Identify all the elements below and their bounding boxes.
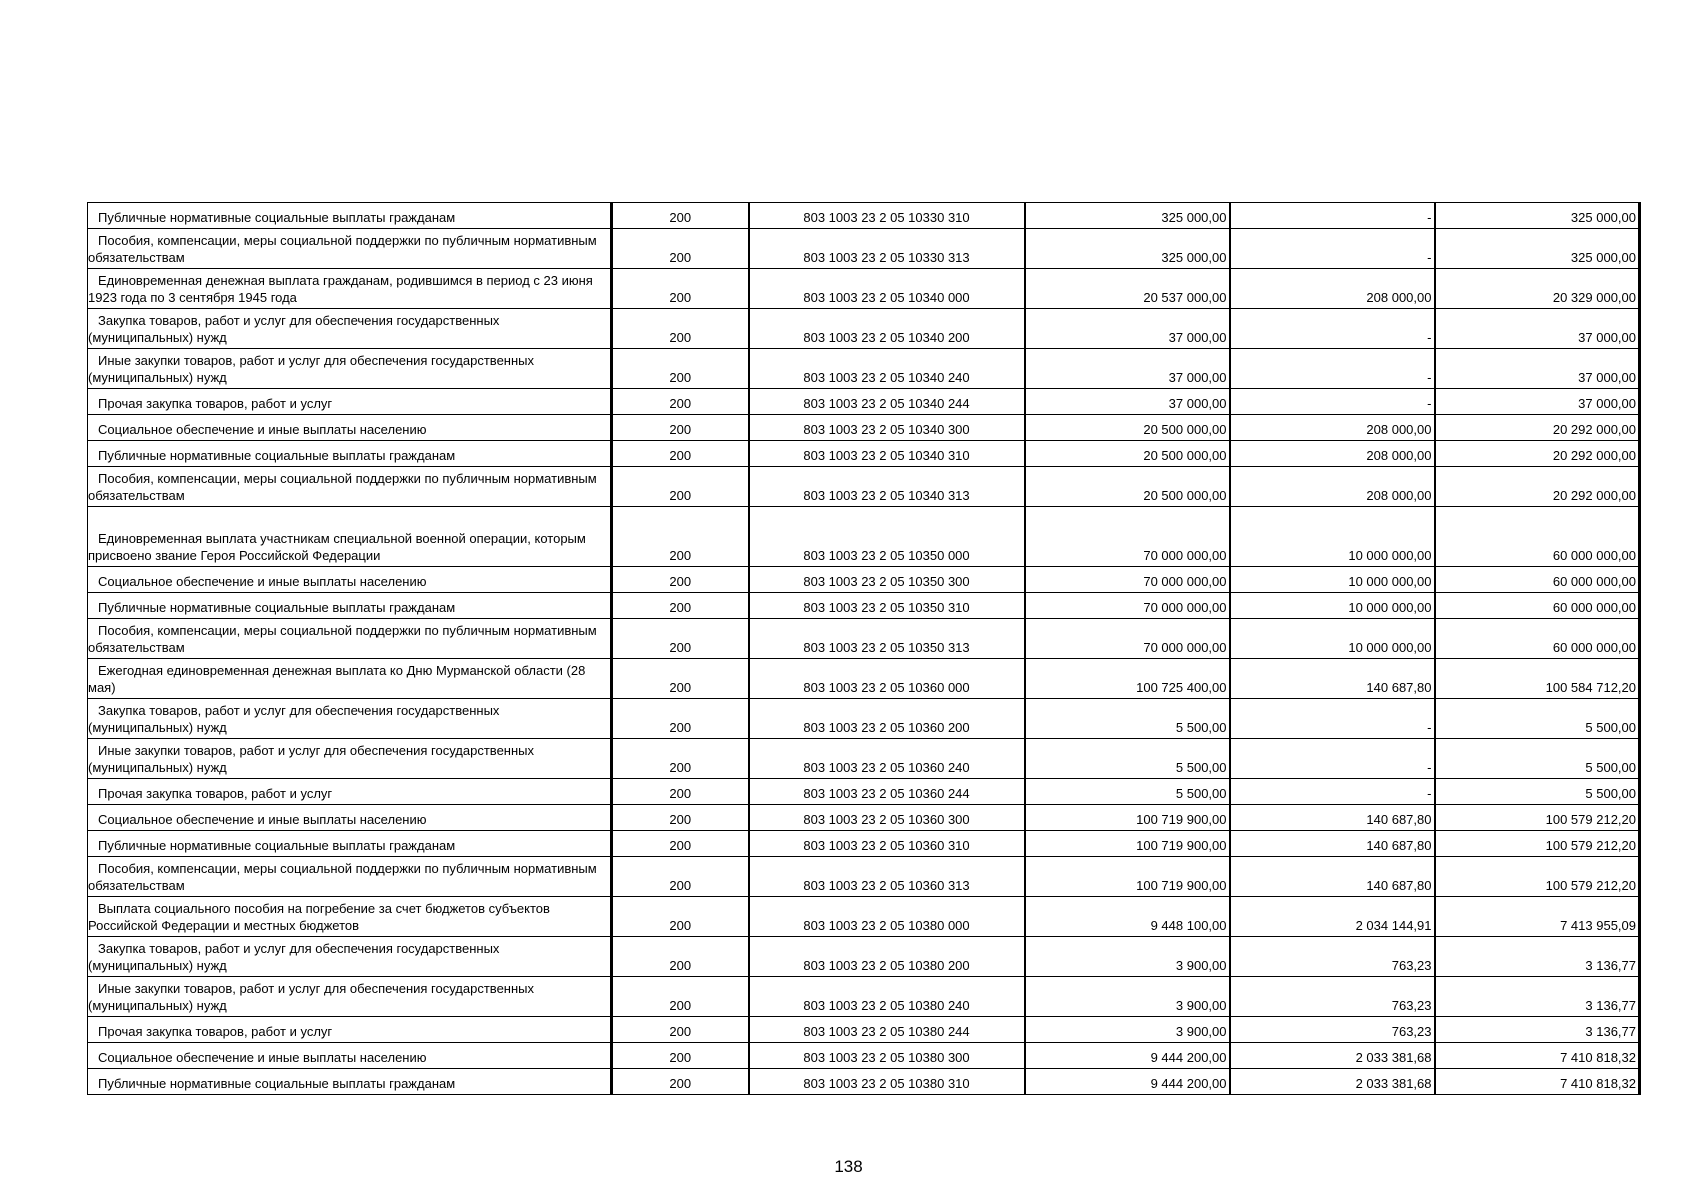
row-approved: 70 000 000,00: [1025, 507, 1230, 567]
row-executed: -: [1230, 229, 1435, 269]
row-name: Выплата социального пособия на погребение за счет бюджетов субъектов Российской Федерации и местных бюджетов: [88, 897, 612, 937]
row-code: 200: [612, 1069, 749, 1095]
row-executed: 10 000 000,00: [1230, 507, 1435, 567]
row-kbk: 803 1003 23 2 05 10340 313: [749, 467, 1025, 507]
row-executed: 208 000,00: [1230, 415, 1435, 441]
row-executed: -: [1230, 739, 1435, 779]
row-kbk: 803 1003 23 2 05 10340 310: [749, 441, 1025, 467]
row-approved: 3 900,00: [1025, 977, 1230, 1017]
row-code: 200: [612, 937, 749, 977]
table-row: [88, 1017, 1640, 1043]
table-row: [88, 831, 1640, 857]
row-remaining: 100 579 212,20: [1435, 831, 1640, 857]
row-code: 200: [612, 229, 749, 269]
table-row: [88, 1043, 1640, 1069]
row-kbk: 803 1003 23 2 05 10350 313: [749, 619, 1025, 659]
row-executed: 10 000 000,00: [1230, 619, 1435, 659]
row-kbk: 803 1003 23 2 05 10340 200: [749, 309, 1025, 349]
row-kbk: 803 1003 23 2 05 10340 000: [749, 269, 1025, 309]
row-remaining: 100 584 712,20: [1435, 659, 1640, 699]
row-executed: 208 000,00: [1230, 467, 1435, 507]
row-executed: -: [1230, 349, 1435, 389]
row-remaining: 60 000 000,00: [1435, 593, 1640, 619]
row-code: 200: [612, 593, 749, 619]
table-row: [88, 699, 1640, 739]
row-remaining: 5 500,00: [1435, 779, 1640, 805]
row-name: Социальное обеспечение и иные выплаты населению: [88, 805, 612, 831]
table-row: [88, 229, 1640, 269]
row-executed: -: [1230, 779, 1435, 805]
row-approved: 5 500,00: [1025, 739, 1230, 779]
table-row: [88, 897, 1640, 937]
row-remaining: 20 292 000,00: [1435, 415, 1640, 441]
row-name: Пособия, компенсации, меры социальной поддержки по публичным нормативным обязательствам: [88, 467, 612, 507]
row-executed: 208 000,00: [1230, 269, 1435, 309]
table-row: [88, 937, 1640, 977]
row-approved: 20 537 000,00: [1025, 269, 1230, 309]
row-approved: 70 000 000,00: [1025, 619, 1230, 659]
row-code: 200: [612, 739, 749, 779]
row-executed: 2 033 381,68: [1230, 1043, 1435, 1069]
row-name: Закупка товаров, работ и услуг для обеспечения государственных (муниципальных) нужд: [88, 937, 612, 977]
row-remaining: 37 000,00: [1435, 349, 1640, 389]
row-remaining: 20 329 000,00: [1435, 269, 1640, 309]
row-kbk: 803 1003 23 2 05 10380 310: [749, 1069, 1025, 1095]
row-name: Публичные нормативные социальные выплаты гражданам: [88, 203, 612, 229]
row-code: 200: [612, 441, 749, 467]
row-remaining: 325 000,00: [1435, 203, 1640, 229]
row-kbk: 803 1003 23 2 05 10360 000: [749, 659, 1025, 699]
row-remaining: 3 136,77: [1435, 1017, 1640, 1043]
row-executed: 10 000 000,00: [1230, 567, 1435, 593]
row-approved: 70 000 000,00: [1025, 567, 1230, 593]
row-name: Социальное обеспечение и иные выплаты населению: [88, 1043, 612, 1069]
row-remaining: 37 000,00: [1435, 309, 1640, 349]
row-approved: 100 719 900,00: [1025, 857, 1230, 897]
row-name: Закупка товаров, работ и услуг для обеспечения государственных (муниципальных) нужд: [88, 699, 612, 739]
row-executed: 763,23: [1230, 1017, 1435, 1043]
row-executed: 208 000,00: [1230, 441, 1435, 467]
row-approved: 5 500,00: [1025, 779, 1230, 805]
row-code: 200: [612, 415, 749, 441]
row-remaining: 60 000 000,00: [1435, 567, 1640, 593]
row-name: Публичные нормативные социальные выплаты гражданам: [88, 831, 612, 857]
row-kbk: 803 1003 23 2 05 10340 300: [749, 415, 1025, 441]
row-approved: 70 000 000,00: [1025, 593, 1230, 619]
row-name: Пособия, компенсации, меры социальной поддержки по публичным нормативным обязательствам: [88, 619, 612, 659]
row-code: 200: [612, 857, 749, 897]
row-name: Прочая закупка товаров, работ и услуг: [88, 1017, 612, 1043]
row-name: Иные закупки товаров, работ и услуг для обеспечения государственных (муниципальных) нужд: [88, 977, 612, 1017]
table-row: [88, 977, 1640, 1017]
row-approved: 5 500,00: [1025, 699, 1230, 739]
row-executed: -: [1230, 699, 1435, 739]
row-kbk: 803 1003 23 2 05 10340 240: [749, 349, 1025, 389]
row-executed: 140 687,80: [1230, 831, 1435, 857]
row-kbk: 803 1003 23 2 05 10360 244: [749, 779, 1025, 805]
row-executed: 2 034 144,91: [1230, 897, 1435, 937]
table-row: [88, 507, 1640, 567]
row-approved: 3 900,00: [1025, 1017, 1230, 1043]
row-executed: -: [1230, 203, 1435, 229]
row-remaining: 3 136,77: [1435, 977, 1640, 1017]
row-approved: 325 000,00: [1025, 203, 1230, 229]
row-name: Социальное обеспечение и иные выплаты населению: [88, 567, 612, 593]
row-kbk: 803 1003 23 2 05 10380 000: [749, 897, 1025, 937]
row-code: 200: [612, 269, 749, 309]
row-name: Пособия, компенсации, меры социальной поддержки по публичным нормативным обязательствам: [88, 229, 612, 269]
row-code: 200: [612, 619, 749, 659]
row-kbk: 803 1003 23 2 05 10360 313: [749, 857, 1025, 897]
row-code: 200: [612, 897, 749, 937]
row-kbk: 803 1003 23 2 05 10380 240: [749, 977, 1025, 1017]
row-remaining: 3 136,77: [1435, 937, 1640, 977]
row-name: Единовременная денежная выплата гражданам, родившимся в период с 23 июня 1923 года по 3 сентября 1945 года: [88, 269, 612, 309]
table-row: [88, 805, 1640, 831]
row-remaining: 5 500,00: [1435, 739, 1640, 779]
row-name: Прочая закупка товаров, работ и услуг: [88, 779, 612, 805]
row-code: 200: [612, 349, 749, 389]
row-name: Прочая закупка товаров, работ и услуг: [88, 389, 612, 415]
row-kbk: 803 1003 23 2 05 10350 000: [749, 507, 1025, 567]
row-code: 200: [612, 805, 749, 831]
row-name: Публичные нормативные социальные выплаты гражданам: [88, 1069, 612, 1095]
row-name: Публичные нормативные социальные выплаты гражданам: [88, 593, 612, 619]
row-remaining: 60 000 000,00: [1435, 619, 1640, 659]
row-kbk: 803 1003 23 2 05 10340 244: [749, 389, 1025, 415]
row-approved: 100 725 400,00: [1025, 659, 1230, 699]
table-row: [88, 309, 1640, 349]
page-number: 138: [834, 1157, 863, 1176]
table-row: [88, 269, 1640, 309]
row-kbk: 803 1003 23 2 05 10350 310: [749, 593, 1025, 619]
row-executed: 2 033 381,68: [1230, 1069, 1435, 1095]
budget-execution-table: [87, 202, 1641, 1095]
row-name: Иные закупки товаров, работ и услуг для обеспечения государственных (муниципальных) нужд: [88, 739, 612, 779]
table-row: [88, 659, 1640, 699]
table-row: [88, 857, 1640, 897]
row-approved: 37 000,00: [1025, 389, 1230, 415]
row-name: Иные закупки товаров, работ и услуг для обеспечения государственных (муниципальных) нужд: [88, 349, 612, 389]
table-row: [88, 467, 1640, 507]
row-code: 200: [612, 389, 749, 415]
row-approved: 100 719 900,00: [1025, 831, 1230, 857]
table-row: [88, 415, 1640, 441]
row-remaining: 60 000 000,00: [1435, 507, 1640, 567]
row-name: Пособия, компенсации, меры социальной поддержки по публичным нормативным обязательствам: [88, 857, 612, 897]
table-row: [88, 619, 1640, 659]
row-code: 200: [612, 699, 749, 739]
row-code: 200: [612, 1043, 749, 1069]
table-body: [88, 203, 1640, 1095]
row-name: Единовременная выплата участникам специальной военной операции, которым присвоено звание Героя Российской Федерации: [88, 507, 612, 567]
table-row: [88, 349, 1640, 389]
table-row: [88, 567, 1640, 593]
table-row: [88, 1069, 1640, 1095]
row-name: Закупка товаров, работ и услуг для обеспечения государственных (муниципальных) нужд: [88, 309, 612, 349]
table-row: [88, 593, 1640, 619]
row-remaining: 5 500,00: [1435, 699, 1640, 739]
row-kbk: 803 1003 23 2 05 10360 240: [749, 739, 1025, 779]
row-executed: 140 687,80: [1230, 857, 1435, 897]
row-kbk: 803 1003 23 2 05 10350 300: [749, 567, 1025, 593]
row-approved: 20 500 000,00: [1025, 415, 1230, 441]
row-executed: 10 000 000,00: [1230, 593, 1435, 619]
row-kbk: 803 1003 23 2 05 10380 244: [749, 1017, 1025, 1043]
row-code: 200: [612, 467, 749, 507]
table-row: [88, 203, 1640, 229]
row-kbk: 803 1003 23 2 05 10330 310: [749, 203, 1025, 229]
row-remaining: 325 000,00: [1435, 229, 1640, 269]
row-executed: -: [1230, 309, 1435, 349]
row-code: 200: [612, 309, 749, 349]
row-remaining: 20 292 000,00: [1435, 467, 1640, 507]
row-executed: -: [1230, 389, 1435, 415]
row-approved: 9 444 200,00: [1025, 1069, 1230, 1095]
row-kbk: 803 1003 23 2 05 10380 300: [749, 1043, 1025, 1069]
row-code: 200: [612, 1017, 749, 1043]
row-remaining: 100 579 212,20: [1435, 805, 1640, 831]
row-code: 200: [612, 977, 749, 1017]
row-approved: 9 448 100,00: [1025, 897, 1230, 937]
row-remaining: 37 000,00: [1435, 389, 1640, 415]
row-remaining: 100 579 212,20: [1435, 857, 1640, 897]
row-remaining: 7 410 818,32: [1435, 1069, 1640, 1095]
table-row: [88, 441, 1640, 467]
row-kbk: 803 1003 23 2 05 10360 300: [749, 805, 1025, 831]
row-code: 200: [612, 507, 749, 567]
row-code: 200: [612, 203, 749, 229]
row-code: 200: [612, 659, 749, 699]
row-approved: 20 500 000,00: [1025, 467, 1230, 507]
row-remaining: 7 410 818,32: [1435, 1043, 1640, 1069]
row-kbk: 803 1003 23 2 05 10330 313: [749, 229, 1025, 269]
row-approved: 325 000,00: [1025, 229, 1230, 269]
row-remaining: 20 292 000,00: [1435, 441, 1640, 467]
row-approved: 37 000,00: [1025, 349, 1230, 389]
row-approved: 9 444 200,00: [1025, 1043, 1230, 1069]
row-executed: 140 687,80: [1230, 659, 1435, 699]
row-approved: 20 500 000,00: [1025, 441, 1230, 467]
row-executed: 763,23: [1230, 937, 1435, 977]
row-code: 200: [612, 831, 749, 857]
row-kbk: 803 1003 23 2 05 10380 200: [749, 937, 1025, 977]
table-row: [88, 779, 1640, 805]
table-row: [88, 389, 1640, 415]
row-approved: 3 900,00: [1025, 937, 1230, 977]
row-name: Ежегодная единовременная денежная выплата ко Дню Мурманской области (28 мая): [88, 659, 612, 699]
row-executed: 140 687,80: [1230, 805, 1435, 831]
table-row: [88, 739, 1640, 779]
row-kbk: 803 1003 23 2 05 10360 200: [749, 699, 1025, 739]
row-approved: 100 719 900,00: [1025, 805, 1230, 831]
row-remaining: 7 413 955,09: [1435, 897, 1640, 937]
row-name: Социальное обеспечение и иные выплаты населению: [88, 415, 612, 441]
row-executed: 763,23: [1230, 977, 1435, 1017]
row-code: 200: [612, 779, 749, 805]
row-code: 200: [612, 567, 749, 593]
row-name: Публичные нормативные социальные выплаты гражданам: [88, 441, 612, 467]
row-kbk: 803 1003 23 2 05 10360 310: [749, 831, 1025, 857]
row-approved: 37 000,00: [1025, 309, 1230, 349]
